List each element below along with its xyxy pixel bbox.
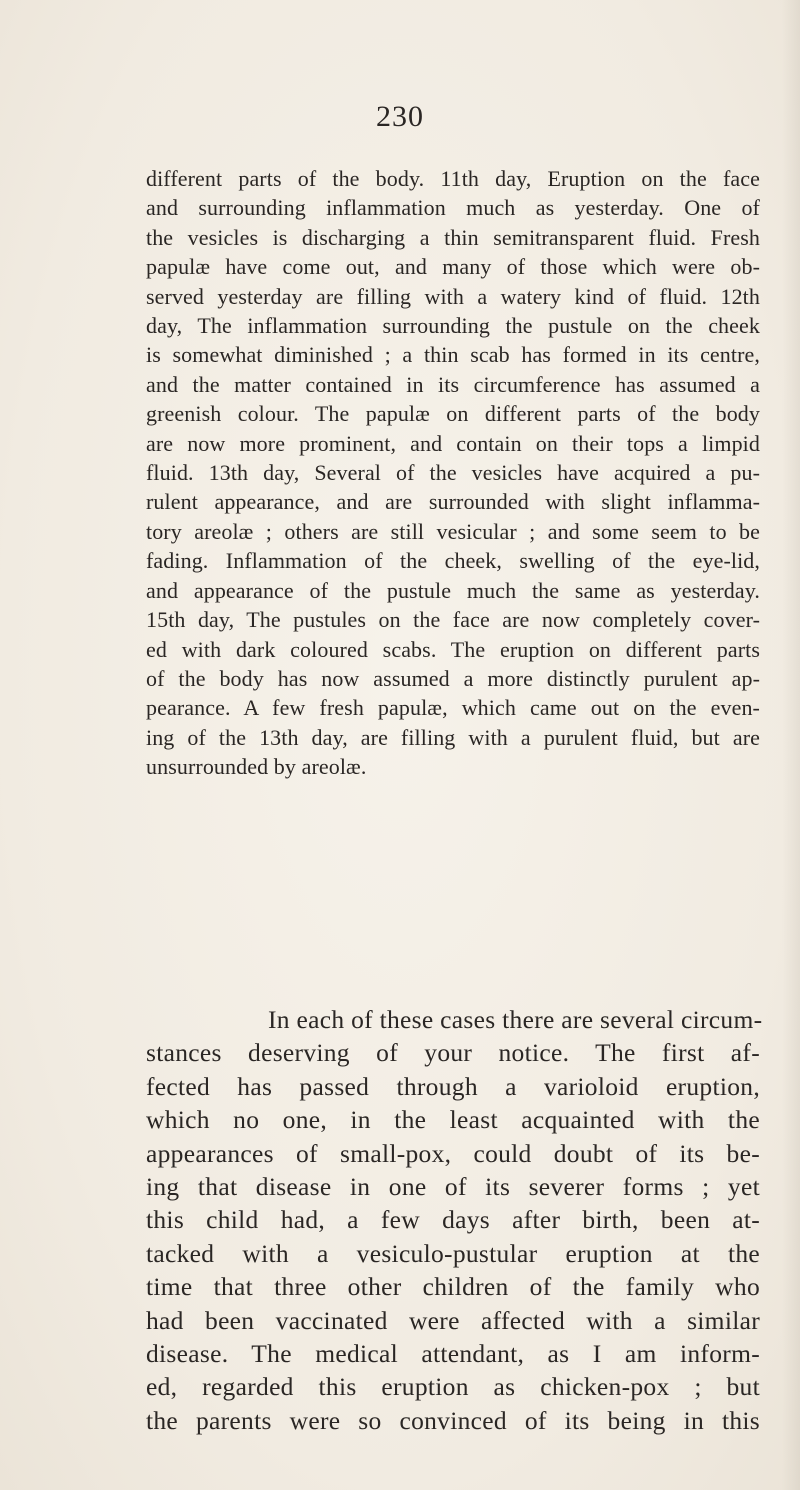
- text-line: the vesicles is discharging a thin semitransparent fluid. Fresh: [146, 224, 760, 250]
- text-line: In each of these cases there are several circum-: [268, 1005, 763, 1034]
- text-line: ing of the 13th day, are filling with a purulent fluid, but are: [146, 724, 760, 750]
- text-line: the parents were so convinced of its being in this: [146, 1405, 760, 1435]
- text-line: 15th day, The pustules on the face are now completely cover-: [146, 607, 760, 633]
- text-line: fluid. 13th day, Several of the vesicles have acquired a pu-: [146, 460, 760, 486]
- text-line: stances deserving of your notice. The first af-: [146, 1038, 760, 1068]
- text-line: fading. Inflammation of the cheek, swelling of the eye-lid,: [146, 548, 760, 574]
- page-edge-shadow: [782, 0, 800, 1490]
- text-line: tacked with a vesiculo-pustular eruption at the: [146, 1238, 760, 1268]
- text-line: is somewhat diminished ; a thin scab has formed in its centre,: [146, 342, 760, 368]
- text-line: disease. The medical attendant, as I am inform-: [146, 1339, 760, 1369]
- text-line: unsurrounded by areolæ.: [146, 754, 367, 780]
- text-line: are now more prominent, and contain on their tops a limpid: [146, 430, 760, 456]
- text-line: and appearance of the pustule much the same as yesterday.: [146, 577, 760, 603]
- text-line: and the matter contained in its circumference has assumed a: [146, 371, 760, 397]
- text-line: pearance. A few fresh papulæ, which came out on the even-: [146, 695, 760, 721]
- case-notes-paragraph: [146, 164, 760, 782]
- page-number: 230: [376, 100, 424, 133]
- text-line: time that three other children of the family who: [146, 1272, 760, 1302]
- text-line: rulent appearance, and are surrounded with slight inflamma-: [146, 489, 760, 515]
- text-line: of the body has now assumed a more distinctly purulent ap-: [146, 665, 760, 691]
- text-line: different parts of the body. 11th day, Eruption on the face: [146, 166, 760, 191]
- text-line: this child had, a few days after birth, been at-: [146, 1205, 760, 1235]
- text-line: day, The inflammation surrounding the pustule on the cheek: [146, 313, 760, 339]
- text-line: appearances of small-pox, could doubt of its be-: [146, 1138, 760, 1168]
- text-line: papulæ have come out, and many of those which were ob-: [146, 254, 760, 280]
- text-line: ing that disease in one of its severer forms ; yet: [146, 1172, 760, 1202]
- commentary-paragraph: [146, 1003, 763, 1437]
- text-line: which no one, in the least acquainted with the: [146, 1105, 760, 1135]
- text-line: had been vaccinated were affected with a similar: [146, 1305, 760, 1335]
- text-line: greenish colour. The papulæ on different parts of the body: [146, 401, 760, 427]
- text-line: ed with dark coloured scabs. The eruption on different parts: [146, 636, 760, 662]
- text-line: served yesterday are filling with a watery kind of fluid. 12th: [146, 283, 760, 309]
- text-line: ed, regarded this eruption as chicken-pox ; but: [146, 1372, 760, 1402]
- text-line: fected has passed through a varioloid eruption,: [146, 1071, 760, 1101]
- text-line: tory areolæ ; others are still vesicular ; and some seem to be: [146, 518, 760, 544]
- text-line: and surrounding inflammation much as yesterday. One of: [146, 195, 760, 221]
